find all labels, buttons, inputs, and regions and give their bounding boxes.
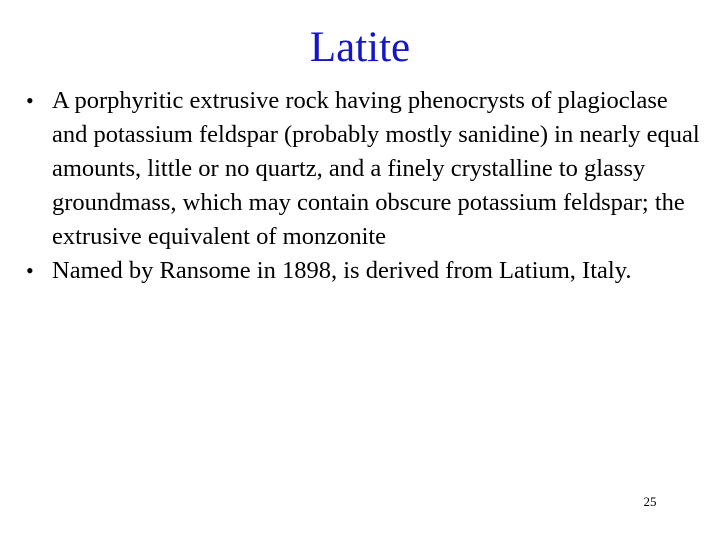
bullet-item-etymology [26,254,706,288]
bullet-icon: • [26,258,34,283]
bullet-text: Named by Ransome in 1898, is derived from Latium, Italy. [52,257,632,284]
slide-title: Latite [309,24,411,71]
bullet-text: A porphyritic extrusive rock having phenocrysts of plagioclase and potassium feldspar (probably mostly sanidine) in nearly equal amounts, little or no quartz, and a finely crystalline to glassy groundmass, which may contain obscure potassium feldspar; the extrusive equivalent of monzonite [52,87,700,250]
bullet-item-definition [26,84,706,254]
bullet-list [26,84,706,288]
bullet-icon: • [26,88,34,113]
slide-number: 25 [643,494,657,509]
